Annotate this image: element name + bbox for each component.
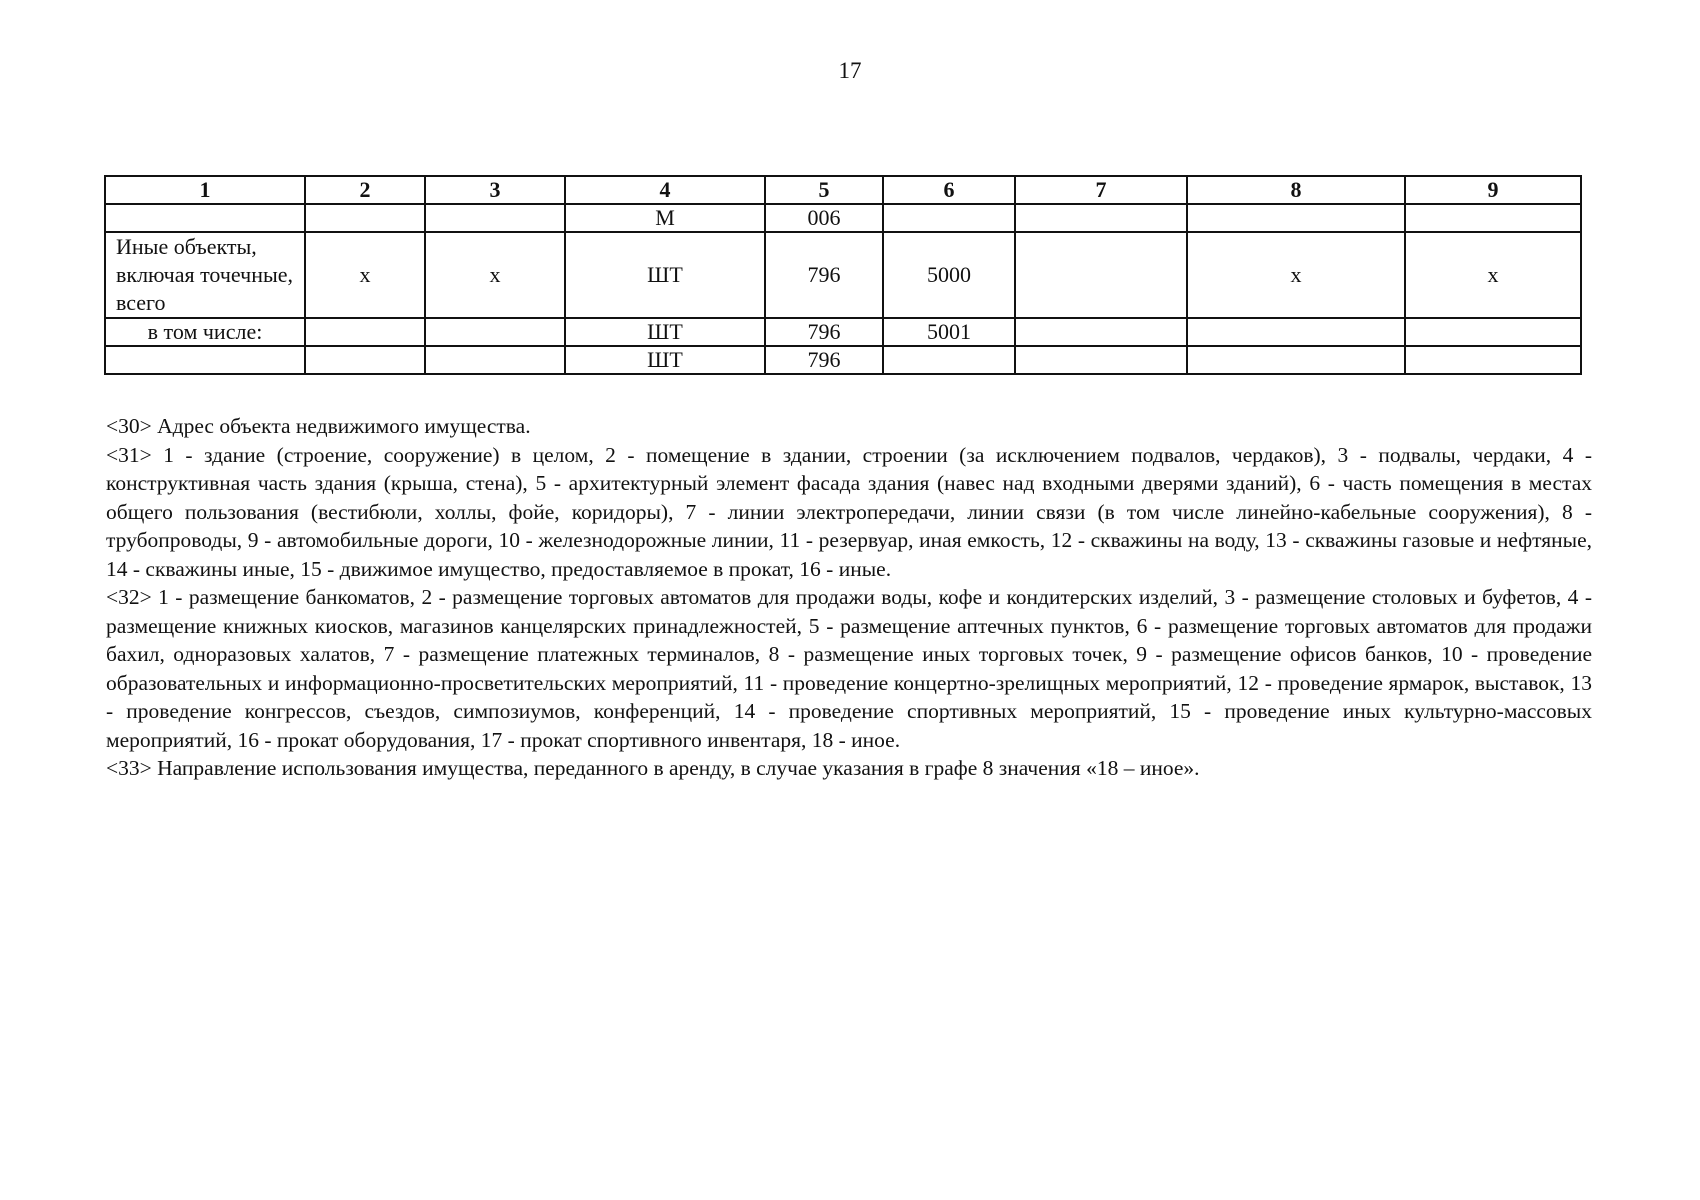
table-header-cell: 6 [883,176,1015,204]
table-header-row [105,176,1581,204]
table-cell [305,318,425,346]
table-cell: 796 [765,232,883,318]
table-row [105,232,1581,318]
table-cell [425,318,565,346]
table-cell [1405,204,1581,232]
table-header-cell: 1 [105,176,305,204]
table-cell: 796 [765,318,883,346]
footnote-30: <30> Адрес объекта недвижимого имущества. [106,414,531,438]
footnote-33: <33> Направление использования имущества, переданного в аренду, в случае указания в графе 8 значения «18 – иное». [106,756,1200,780]
table-cell [305,346,425,374]
table-cell [1015,318,1187,346]
table-cell: ШТ [565,318,765,346]
table-cell: х [1405,232,1581,318]
table-header-cell: 9 [1405,176,1581,204]
table-row [105,204,1581,232]
table-row [105,346,1581,374]
table-cell: 796 [765,346,883,374]
footnotes [106,412,1592,783]
page-number: 17 [838,58,862,83]
data-table [104,175,1582,375]
table-cell [1405,346,1581,374]
table-cell: ШТ [565,232,765,318]
table-cell: 5000 [883,232,1015,318]
table-header-cell: 7 [1015,176,1187,204]
table-row [105,318,1581,346]
table-cell: х [425,232,565,318]
table-header-cell: 5 [765,176,883,204]
table-cell [1187,346,1405,374]
footnote-32: <32> 1 - размещение банкоматов, 2 - размещение торговых автоматов для продажи воды, кофе и кондитерских изделий, 3 - размещение столовых и буфетов, 4 - размещение книжных киосков, магазинов канцелярских принадлежностей, 5 - размещение аптечных пунктов, 6 - размещение торговых автоматов для продажи бахил, одноразовых халатов, 7 - размещение платежных терминалов, 8 - размещение иных торговых точек, 9 - размещение офисов банков, 10 - проведение образовательных и информационно-просветительских мероприятий, 11 - проведение концертно-зрелищных мероприятий, 12 - проведение ярмарок, выставок, 13 - проведение конгрессов, съездов, симпозиумов, конференций, 14 - проведение спортивных мероприятий, 15 - проведение иных культурно-массовых мероприятий, 16 - прокат оборудования, 17 - прокат спортивного инвентаря, 18 - иное. [106,585,1592,752]
table-cell [1015,204,1187,232]
table-cell [105,204,305,232]
table-cell: х [1187,232,1405,318]
table-cell [883,346,1015,374]
table-header-cell: 2 [305,176,425,204]
table-cell [425,346,565,374]
table-cell: х [305,232,425,318]
table-cell [425,204,565,232]
table-cell [1015,346,1187,374]
row-label-cell: в том числе: [105,318,305,346]
table-cell [1405,318,1581,346]
table-header-cell: 8 [1187,176,1405,204]
table-cell: ШТ [565,346,765,374]
row-label-cell: Иные объекты, включая точечные, всего [105,232,305,318]
table-cell [105,346,305,374]
table-cell: М [565,204,765,232]
table-cell: 5001 [883,318,1015,346]
table-header-cell: 4 [565,176,765,204]
table-cell [305,204,425,232]
footnote-31: <31> 1 - здание (строение, сооружение) в целом, 2 - помещение в здании, строении (за исключением подвалов, чердаков), 3 - подвалы, чердаки, 4 - конструктивная часть здания (крыша, стена), 5 - архитектурный элемент фасада здания (навес над входными дверями зданий), 6 - часть помещения в местах общего пользования (вестибюли, холлы, фойе, коридоры), 7 - линии электропередачи, линии связи (в том числе линейно-кабельные сооружения), 8 - трубопроводы, 9 - автомобильные дороги, 10 - железнодорожные линии, 11 - резервуар, иная емкость, 12 - скважины на воду, 13 - скважины газовые и нефтяные, 14 - скважины иные, 15 - движимое имущество, предоставляемое в прокат, 16 - иные. [106,442,1592,581]
table-cell [1187,204,1405,232]
table-cell: 006 [765,204,883,232]
table-cell [883,204,1015,232]
table-cell [1187,318,1405,346]
table-cell [1015,232,1187,318]
table-header-cell: 3 [425,176,565,204]
